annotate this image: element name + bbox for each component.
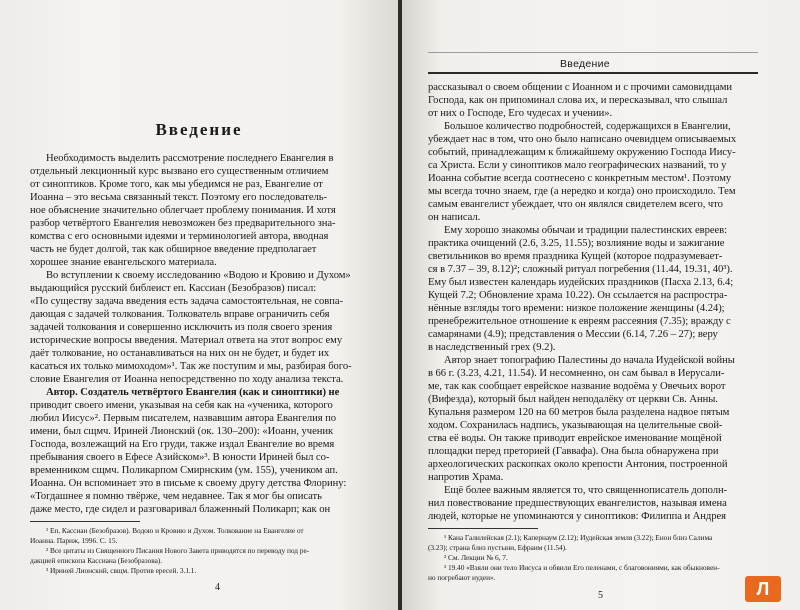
body-line: приводит своего имени, указывая на себя как на «ученика, которого [30,400,333,411]
body-line: ства её воды. Он также приводит еврейское именование мощёной [428,433,722,444]
body-line: са Христа. Если у синоптиков мало географических названий, то у [428,160,727,171]
body-line: комства с его основными идеями и терминологией автора, вводная [30,231,329,242]
body-line: хорошее знание евангельского материала. [30,257,217,268]
body-line: нённые взгляды того времени: низкое положение женщины (4.24); [428,303,725,314]
body-line: часть не будет долгой, так как обширное введение предполагает [30,244,317,255]
body-line: рассказывал о своем общении с Иоанном и с прочими самовидцами [428,82,732,93]
body-line: любил Иисус»². Первым писателем, назвавшим автора Евангелия по [30,413,337,424]
body-line: площадки перед преторией (Гаввафа). Она была обнаружена при [428,446,719,457]
footnote: ² Все цитаты из Священного Писания Нового Завета приводятся по переводу под ре- [46,546,310,555]
footnote-rule [428,528,538,529]
left-page [0,0,398,610]
footnote: ¹ Кана Галилейская (2.1); Капернаум (2.12); Иудейская земля (3.22); Енон близ Салима [444,533,713,542]
footnote: ² См. Лекции № 6, 7. [444,553,508,562]
body-line: даже место, где сидел и разговаривал блаженный Поликарп; как он [30,504,331,515]
footnote: ¹ Еп. Кассиан (Безобразов). Водою и Кровию и Духом. Толкование на Евангелие от [46,526,304,535]
body-line: событий, принадлежащим к ближайшему окружению Господа Иису- [428,147,736,158]
body-line: от них о Господе, Его чудесах и учении». [428,108,613,119]
footnote: ³ 19.40 «Взяли они тело Иисуса и обвили Его пеленами, с благовониями, как обыкновен- [444,563,720,572]
body-line: археологических раскопках около крепости Антония, построенной [428,459,728,470]
footnote: Иоанна. Париж, 1996. С. 15. [30,536,118,545]
running-head-title: Введение [560,58,610,70]
body-line: от синоптиков. Кроме того, как мы убедимся не раз, Евангелие от [30,179,323,190]
body-line: ся в 7.37 – 39, 8.12)²; сложный ритуал погребения (11.44, 19.31, 40³). [428,264,733,275]
body-line: Ему хорошо знакомы обычаи и традиции палестинских евреев: [444,225,728,236]
footnote: (3.23); страна близ пустыни, Ефраим (11.54). [428,543,567,552]
running-head-rule [428,72,758,74]
body-line: Автор знает топографию Палестины до начала Иудейской войны [444,355,735,366]
body-line: светильников во время праздника Кущей (которое подразумевает- [428,251,723,262]
body-line: ное объяснение значительно облегчает проблему понимания. И хотя [30,205,336,216]
body-line: задачей толкования и совершенно исключить из поля своего зрения [30,322,333,333]
body-line: (Вифезда), который был найден неподалёку от церкви Св. Анны. [428,394,718,405]
body-line: временником сщмч. Поликарпом Смирнским (ум. 155), учеником ап. [30,465,338,476]
body-line: касаться их только мимоходом»¹. Так же поступим и мы, разбирая бого- [30,361,352,372]
page-number: 4 [215,582,220,593]
body-line: отдельный лекционный курс вызвано его существенным отличием [30,166,329,177]
body-line: исторические вопросы введения. Материал ответа на этот вопрос ему [30,335,343,346]
body-line: убеждает нас в том, что оно было написано очевидцем описываемых [428,134,737,145]
body-line: пренебрежительное отношение к евреям рассеяния (7.35); вражду с [428,316,731,327]
body-line: даёт толкование, но останавливаться на них он не будет, и будет их [30,348,330,359]
body-line: Купальня размером 120 на 60 метров была разделена надвое пятым [428,407,730,418]
body-line: Ещё более важным является то, что священнописатель дополн- [444,485,728,496]
body-line: Во вступлении к своему исследованию «Водою и Кровию и Духом» [46,270,351,281]
body-line: в 66 г. (3.23, 4.21, 11.54). И несомненно, он сам бывал в Иерусали- [428,368,725,379]
body-line: Иоанна – это весьма связанный текст. Поэтому его последователь- [30,192,328,203]
footnote: но погребают иудеи». [428,573,496,582]
body-line: Большое количество подробностей, содержащихся в Евангелии, [444,121,731,132]
body-line: самарянами (4.9); представления о Мессии (6.14, 7.26 – 27); веру [428,329,718,340]
body-line: Ему был известен календарь иудейских праздников (Пасха 2.13, 6.4; [428,277,734,288]
body-line: ме, так как сообщает еврейское название водоёма у Овечьих ворот [428,381,726,392]
body-line: Иоанна. Он вспоминает это в письме к своему другу детства Флорину: [30,478,347,489]
body-line: людей, которые не упоминаются у синоптиков: Филиппа и Андрея [428,511,726,522]
body-line: он написал. [428,212,481,223]
running-head [428,52,758,74]
body-line: мы всегда точно знаем, где (а нередко и когда) оно происходило. Тем [428,186,736,197]
page-number: 5 [598,590,603,601]
body-line: дающая с задачей толкования. Толкователь вправе ограничить себя [30,309,330,320]
body-line-author: Автор. Создатель четвёртого Евангелия (как и синоптики) не [46,387,340,398]
body-line: практика очищений (2.6, 3.25, 11.55); возлияние воды и зажигание [428,238,725,249]
body-line: Кущей 7.2; Обновление храма 10.22). Он ссылается на распростра- [428,290,728,301]
body-line: пребывания своего в Ефесе Азийском»³. В юности Ириней был со- [30,452,330,463]
body-line: Необходимость выделить рассмотрение последнего Евангелия в [46,153,334,164]
body-line: ходом. Сохранилась надпись, указывающая на целительные свой- [428,420,723,431]
body-line: в наследственный грех (9.2). [428,342,556,353]
body-line: «По существу задача введения есть задача самостоятельная, не совпа- [30,296,344,307]
body-line: напротив Храма. [428,472,504,483]
chapter-title: Введение [155,120,243,139]
body-line: Господа, как он припоминал слова их, и пересказывал, что слышал [428,95,728,106]
body-line: Иоанна событие всегда соотнесено с конкретным местом¹. Поэтому [428,173,732,184]
body-line: Господа, возлежащий на Его груди, также издал Евангелие во время [30,439,335,450]
footnote-rule [30,521,140,522]
body-line: нил повествование предшествующих евангелистов, называя имена [428,498,727,509]
body-line: словие Евангелия от Иоанна непосредственно по ходу анализа текста. [30,374,344,385]
footnote: ³ Ириней Лионский, свщм. Против ересей. 3.1.1. [46,566,197,575]
body-line: «Тогдашнее я помню твёрже, чем недавнее. Так я мог бы описать [30,491,322,502]
publisher-logo-icon: Л [745,576,781,602]
running-head-top-line [428,52,758,53]
footnote: дакцией епископа Кассиана (Безобразова). [30,556,163,565]
body-line: разбор четвёртого Евангелия невозможен без предварительного зна- [30,218,336,229]
body-line: самым евангелист убеждает, что он являлся свидетелем всего, что [428,199,723,210]
body-line: выдающийся русский библеист еп. Кассиан (Безобразов) писал: [30,283,317,294]
body-line: имени, был сщмч. Ириней Лионский (ок. 130–200): «Иоанн, ученик [30,426,334,437]
